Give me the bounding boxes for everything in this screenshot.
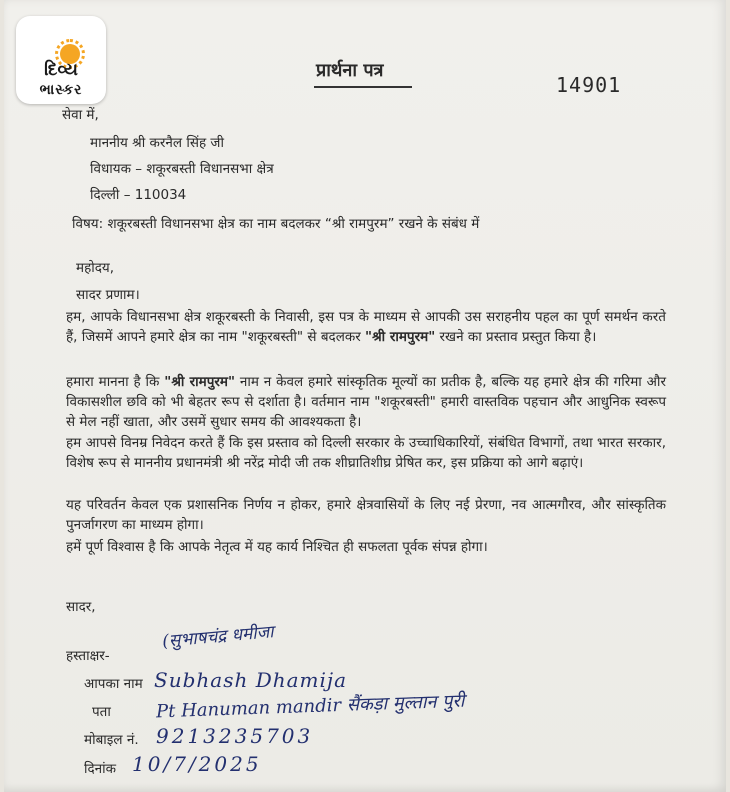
address-label: पता bbox=[92, 704, 111, 720]
paragraph-5: हमें पूर्ण विश्वास है कि आपके नेतृत्व में यह कार्य निश्चित ही सफलता पूर्वक संपन्न होगा। bbox=[66, 539, 488, 555]
handwritten-name: Subhash Dhamija bbox=[154, 668, 348, 692]
handwritten-signature: (सुभाषचंद्र धमीजा bbox=[161, 622, 275, 652]
signature-label: हस्ताक्षर- bbox=[66, 648, 110, 664]
letter-title: प्रार्थना पत्र bbox=[316, 60, 384, 81]
divya-bhaskar-logo bbox=[16, 16, 106, 104]
paragraph-1-bold: "श्री रामपुरम" bbox=[365, 329, 436, 345]
date-label: दिनांक bbox=[84, 761, 117, 777]
logo-text-line1: દિવ્ય bbox=[44, 60, 78, 80]
handwritten-address: Pt Hanuman mandir सैंकड़ा मुल्तान पुरी bbox=[155, 690, 465, 723]
logo-text-line2: ભાસ્કર bbox=[39, 82, 83, 98]
paragraph-2-text-a: हमारा मानना है कि bbox=[66, 374, 165, 390]
handwritten-mobile: 9213235703 bbox=[156, 724, 314, 748]
paragraph-3: हम आपसे विनम्र निवेदन करते हैं कि इस प्रस्ताव को दिल्ली सरकार के उच्चाधिकारियों, संबंधित विभागों, तथा भारत सरकार, विशेष रूप से माननीय प्रधानमंत्री श्री नरेंद्र मोदी जी तक शीघ्रातिशीघ्र प्रेषित कर, इस प्रक्रिया को आगे बढ़ाएं। bbox=[66, 435, 666, 471]
to-label: सेवा में, bbox=[62, 107, 99, 123]
recipient-city: दिल्ली – 110034 bbox=[90, 187, 187, 203]
subject-line: विषय: शकूरबस्ती विधानसभा क्षेत्र का नाम बदलकर “श्री रामपुरम” रखने के संबंध में bbox=[72, 216, 480, 232]
salutation: महोदय, bbox=[76, 260, 115, 276]
paragraph-1-text-a: हम, आपके विधानसभा क्षेत्र शकूरबस्ती के निवासी, इस पत्र के माध्यम से आपकी उस सराहनीय पहल का पूर्ण समर्थन करते हैं, जिसमें आपने हमारे क्षेत्र का नाम "शकूरबस्ती" से बदलकर bbox=[66, 309, 666, 345]
paragraph-1-text-b: रखने का प्रस्ताव प्रस्तुत किया है। bbox=[435, 329, 597, 345]
greeting: सादर प्रणाम। bbox=[76, 287, 140, 303]
title-underline bbox=[314, 86, 412, 88]
paragraph-1 bbox=[66, 307, 666, 347]
letter-paper bbox=[4, 0, 726, 792]
recipient-name: माननीय श्री करनैल सिंह जी bbox=[90, 135, 224, 151]
paragraph-2-bold: "श्री रामपुरम" bbox=[164, 374, 236, 390]
paragraph-2 bbox=[66, 372, 666, 432]
name-label: आपका नाम bbox=[84, 676, 143, 692]
mobile-label: मोबाइल नं. bbox=[84, 732, 139, 748]
handwritten-date: 10/7/2025 bbox=[132, 752, 262, 776]
closing: सादर, bbox=[66, 599, 96, 615]
paragraph-4: यह परिवर्तन केवल एक प्रशासनिक निर्णय न होकर, हमारे क्षेत्रवासियों के लिए नई प्रेरणा, नव आत्मगौरव, और सांस्कृतिक पुनर्जागरण का माध्यम होगा। bbox=[66, 497, 666, 533]
serial-number: 14901 bbox=[556, 73, 622, 97]
paragraph-2-text-b: नाम न केवल हमारे सांस्कृतिक मूल्यों का प्रतीक है, बल्कि यह हमारे क्षेत्र की गरिमा और विकासशील छवि को भी बेहतर रूप से दर्शाता है। वर्तमान नाम "शकूरबस्ती" हमारी वास्तविक पहचान और आधुनिक स्वरूप से मेल नहीं खाता, और उसमें सुधार समय की आवश्यकता है। bbox=[66, 374, 666, 430]
recipient-title: विधायक – शकूरबस्ती विधानसभा क्षेत्र bbox=[90, 161, 274, 177]
